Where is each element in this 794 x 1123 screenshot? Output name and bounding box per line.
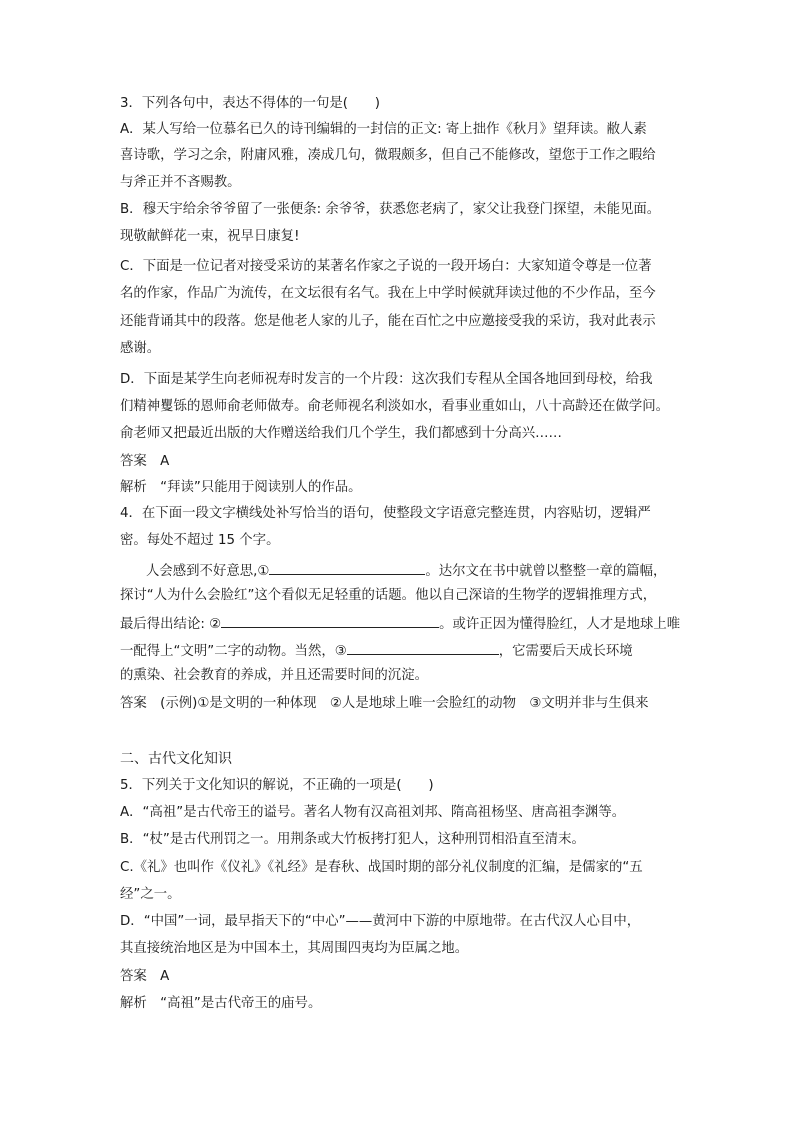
q3-stem: 3．下列各句中，表达不得体的一句是( ) xyxy=(120,96,380,111)
q3-option-line: A．某人写给一位慕名已久的诗刊编辑的一封信的正文: 寄上拙作《秋月》望拜读。敝人素 xyxy=(120,122,647,137)
q5-option-line: A．“高祖”是古代帝王的谥号。著名人物有汉高祖刘邦、隋高祖杨坚、唐高祖李渊等。 xyxy=(120,805,626,820)
q3-option-line: D．下面是某学生向老师祝寿时发言的一个片段：这次我们专程从全国各地回到母校，给我 xyxy=(120,372,653,387)
answer-blank-2[interactable] xyxy=(221,613,439,628)
q4-passage-line xyxy=(120,640,633,662)
q3-option-line: 现敬献鲜花一束，祝早日康复! xyxy=(120,229,300,244)
q3-option-line: 俞老师又把最近出版的大作赠送给我们几个学生，我们都感到十分高兴…… xyxy=(120,426,562,441)
q5-option-line: B．“杖”是古代刑罚之一。用荆条或大竹板拷打犯人，这种刑罚相沿直至清末。 xyxy=(120,832,585,847)
q4-passage-line: 探讨“人为什么会脸红”这个看似无足轻重的话题。他以自己深谙的生物学的逻辑推理方式， xyxy=(120,588,657,603)
q5-option-line: D．“中国”一词，最早指天下的“中心”——黄河中下游的中原地带。在古代汉人心目中， xyxy=(120,914,641,929)
q3-option-line: B．穆天宇给余爷爷留了一张便条: 余爷爷，获悉您老病了，家父让我登门探望，未能见面。 xyxy=(120,202,661,217)
q5-stem: 5．下列关于文化知识的解说，不正确的一项是( ) xyxy=(120,778,434,793)
q4-text: 。达尔文在书中就曾以整整一章的篇幅， xyxy=(425,564,667,579)
q4-passage-line xyxy=(146,560,666,582)
q4-text: ，它需要后天成长环境 xyxy=(498,644,633,659)
q3-option-line: 与斧正并不吝赐教。 xyxy=(120,175,241,190)
q5-option-line: C.《礼》也叫作《仪礼》《礼经》是春秋、战国时期的部分礼仪制度的汇编，是儒家的“五 xyxy=(120,860,643,875)
q4-stem: 4．在下面一段文字横线处补写恰当的语句，使整段文字语意完整连贯，内容贴切，逻辑严 xyxy=(120,506,651,521)
q5-option-line: 经”之一。 xyxy=(120,887,181,902)
q4-passage-line xyxy=(120,613,680,635)
q5-answer: 答案 A xyxy=(120,969,170,984)
q3-answer: 答案 A xyxy=(120,454,170,469)
q5-option-line: 其直接统治地区是为中国本土，其周围四夷均为臣属之地。 xyxy=(120,941,469,956)
answer-blank-3[interactable] xyxy=(347,640,499,655)
q4-stem: 密。每处不超过 15 个字。 xyxy=(120,533,280,548)
answer-blank-1[interactable] xyxy=(269,560,425,575)
q4-answer: 答案 (示例)①是文明的一种体现 ②人是地球上唯一会脸红的动物 ③文明并非与生俱来 xyxy=(120,696,649,711)
q3-option-line: 还能背诵其中的段落。您是他老人家的儿子，能在百忙之中应邀接受我的采访，我对此表示 xyxy=(120,314,656,329)
q4-text: 一配得上“文明”二字的动物。当然，③ xyxy=(120,644,347,659)
q4-passage-line: 的熏染、社会教育的养成，并且还需要时间的沉淀。 xyxy=(120,668,428,683)
q3-option-line: C．下面是一位记者对接受采访的某著名作家之子说的一段开场白：大家知道令尊是一位著 xyxy=(120,259,652,274)
q3-option-line: 感谢。 xyxy=(120,341,161,356)
q3-option-line: 喜诗歌，学习之余，附庸风雅，凑成几句，微瑕颇多，但自己不能修改，望您于工作之暇给 xyxy=(120,148,656,163)
section-heading: 二、古代文化知识 xyxy=(120,751,232,767)
q4-text: 人会感到不好意思,① xyxy=(146,564,270,579)
q4-text: 最后得出结论: ② xyxy=(120,617,222,632)
q3-option-line: 们精神矍铄的恩师俞老师做寿。俞老师视名利淡如水，看事业重如山，八十高龄还在做学问。 xyxy=(120,399,670,414)
q3-option-line: 名的作家，作品广为流传，在文坛很有名气。我在上中学时候就拜读过他的不少作品，至今 xyxy=(120,286,656,301)
q5-analysis: 解析 “高祖”是古代帝王的庙号。 xyxy=(120,996,322,1011)
q3-analysis: 解析 “拜读”只能用于阅读别人的作品。 xyxy=(120,480,362,495)
q4-text: 。或许正因为懂得脸红，人才是地球上唯 xyxy=(439,617,681,632)
